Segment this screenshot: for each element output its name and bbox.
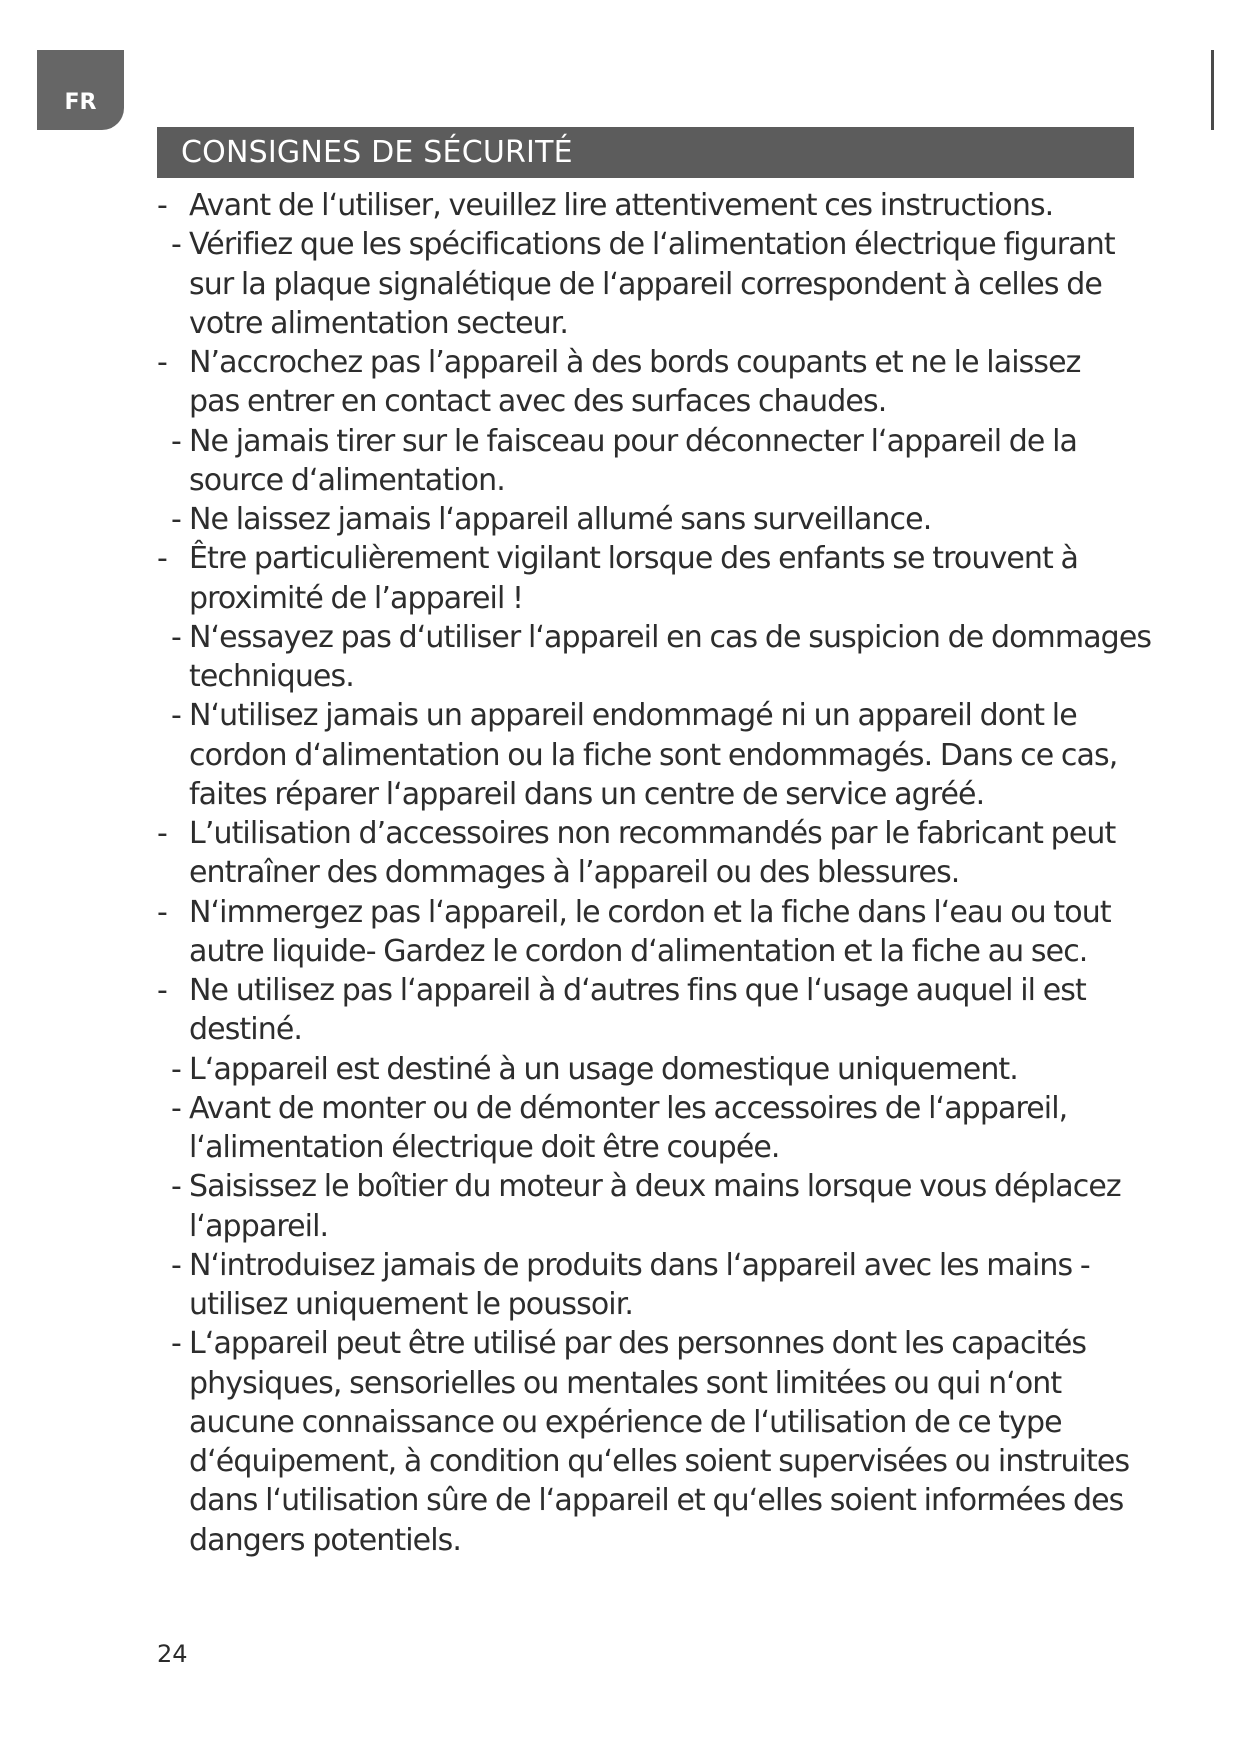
instruction-text: l‘alimentation électrique doit être coupée.	[189, 1130, 780, 1165]
section-header	[157, 127, 1134, 178]
instruction-text: votre alimentation secteur.	[189, 305, 569, 341]
instruction-line	[0, 657, 1241, 696]
instruction-line	[0, 1050, 1241, 1089]
instruction-text: destiné.	[189, 1012, 303, 1048]
bullet-dash: -	[157, 345, 167, 380]
instruction-text: N‘immergez pas l‘appareil, le cordon et la fiche dans l‘eau ou tout	[189, 894, 1111, 930]
instruction-line	[0, 932, 1241, 971]
bullet-dash: -	[157, 188, 167, 223]
instruction-text: d‘équipement, à condition qu‘elles soient supervisées ou instruites	[189, 1444, 1130, 1479]
instruction-text: Ne utilisez pas l‘appareil à d‘autres fins que l‘usage auquel il est	[189, 973, 1086, 1008]
instruction-text: Saisissez le boîtier du moteur à deux mains lorsque vous déplacez	[189, 1169, 1121, 1205]
instruction-line	[0, 382, 1241, 421]
instruction-line	[0, 422, 1241, 461]
instruction-line	[0, 775, 1241, 814]
instruction-text: source d‘alimentation.	[189, 462, 505, 498]
instruction-line	[0, 1246, 1241, 1285]
instruction-text: L‘appareil est destiné à un usage domestique uniquement.	[189, 1051, 1018, 1087]
instruction-line	[0, 1128, 1241, 1167]
margin-rule	[1211, 50, 1214, 130]
instruction-line	[0, 225, 1241, 264]
instruction-text: Avant de monter ou de démonter les accessoires de l‘appareil,	[189, 1090, 1068, 1126]
instruction-line	[0, 1285, 1241, 1324]
instruction-line	[0, 343, 1241, 382]
instruction-text: N‘essayez pas d‘utiliser l‘appareil en cas de suspicion de dommages	[189, 619, 1152, 655]
bullet-dash: -	[171, 1326, 181, 1362]
instruction-line	[0, 853, 1241, 892]
instruction-line	[0, 304, 1241, 343]
instruction-line	[0, 500, 1241, 539]
instruction-line	[0, 579, 1241, 618]
instruction-line	[0, 186, 1241, 225]
instruction-line	[0, 618, 1241, 657]
bullet-dash: -	[171, 1090, 181, 1126]
instruction-line	[0, 265, 1241, 304]
instruction-text: Être particulièrement vigilant lorsque des enfants se trouvent à	[189, 541, 1078, 577]
instruction-line	[0, 539, 1241, 578]
instruction-text: dans l‘utilisation sûre de l‘appareil et qu‘elles soient informées des	[189, 1483, 1124, 1519]
bullet-dash: -	[157, 541, 167, 577]
instruction-text: autre liquide- Gardez le cordon d‘alimentation et la fiche au sec.	[189, 933, 1088, 969]
safety-instructions	[0, 186, 1241, 1560]
instruction-line	[0, 1403, 1241, 1442]
bullet-dash: -	[171, 698, 181, 734]
instruction-line	[0, 1364, 1241, 1403]
instruction-text: N‘utilisez jamais un appareil endommagé ni un appareil dont le	[189, 698, 1077, 734]
instruction-text: L‘appareil peut être utilisé par des personnes dont les capacités	[189, 1326, 1087, 1362]
instruction-line	[0, 1324, 1241, 1363]
instruction-text: faites réparer l‘appareil dans un centre de service agréé.	[189, 776, 985, 812]
instruction-text: physiques, sensorielles ou mentales sont limitées ou qui n‘ont	[189, 1365, 1062, 1401]
instruction-text: N’accrochez pas l’appareil à des bords coupants et ne le laissez	[189, 345, 1081, 380]
bullet-dash: -	[157, 894, 167, 930]
instruction-line	[0, 814, 1241, 853]
instruction-line	[0, 1167, 1241, 1206]
bullet-dash: -	[171, 619, 181, 655]
instruction-text: proximité de l’appareil !	[189, 580, 524, 616]
bullet-dash: -	[171, 1051, 181, 1087]
bullet-dash: -	[157, 973, 167, 1008]
instruction-text: cordon d‘alimentation ou la fiche sont endommagés. Dans ce cas,	[189, 737, 1118, 773]
instruction-text: aucune connaissance ou expérience de l‘utilisation de ce type	[189, 1404, 1062, 1440]
instruction-line	[0, 893, 1241, 932]
instruction-text: dangers potentiels.	[189, 1522, 462, 1558]
instruction-line	[0, 736, 1241, 775]
instruction-text: l‘appareil.	[189, 1208, 329, 1244]
instruction-text: Ne jamais tirer sur le faisceau pour déconnecter l‘appareil de la	[189, 423, 1078, 459]
instruction-line	[0, 971, 1241, 1010]
instruction-text: N‘introduisez jamais de produits dans l‘appareil avec les mains -	[189, 1247, 1090, 1283]
instruction-line	[0, 1207, 1241, 1246]
instruction-line	[0, 696, 1241, 735]
instruction-text: techniques.	[189, 659, 354, 694]
bullet-dash: -	[171, 502, 181, 537]
bullet-dash: -	[157, 816, 167, 851]
instruction-text: pas entrer en contact avec des surfaces chaudes.	[189, 384, 887, 420]
section-title: CONSIGNES DE SÉCURITÉ	[181, 135, 573, 170]
instruction-line	[0, 1089, 1241, 1128]
page-number: 24	[157, 1640, 188, 1668]
instruction-text: sur la plaque signalétique de l‘appareil correspondent à celles de	[189, 266, 1102, 302]
instruction-text: Avant de l‘utiliser, veuillez lire attentivement ces instructions.	[189, 188, 1054, 223]
bullet-dash: -	[171, 1169, 181, 1205]
bullet-dash: -	[171, 1247, 181, 1283]
instruction-line	[0, 1442, 1241, 1481]
language-tab-label: FR	[64, 89, 97, 115]
instruction-line	[0, 1010, 1241, 1049]
instruction-text: entraîner des dommages à l’appareil ou des blessures.	[189, 855, 960, 891]
instruction-line	[0, 461, 1241, 500]
instruction-line	[0, 1521, 1241, 1560]
language-tab	[37, 50, 124, 130]
instruction-line	[0, 1481, 1241, 1520]
instruction-text: Vérifiez que les spécifications de l‘alimentation électrique figurant	[189, 227, 1115, 263]
instruction-text: Ne laissez jamais l‘appareil allumé sans surveillance.	[189, 502, 932, 537]
instruction-text: L’utilisation d’accessoires non recommandés par le fabricant peut	[189, 816, 1116, 851]
bullet-dash: -	[171, 227, 181, 263]
bullet-dash: -	[171, 423, 181, 459]
instruction-text: utilisez uniquement le poussoir.	[189, 1287, 634, 1322]
